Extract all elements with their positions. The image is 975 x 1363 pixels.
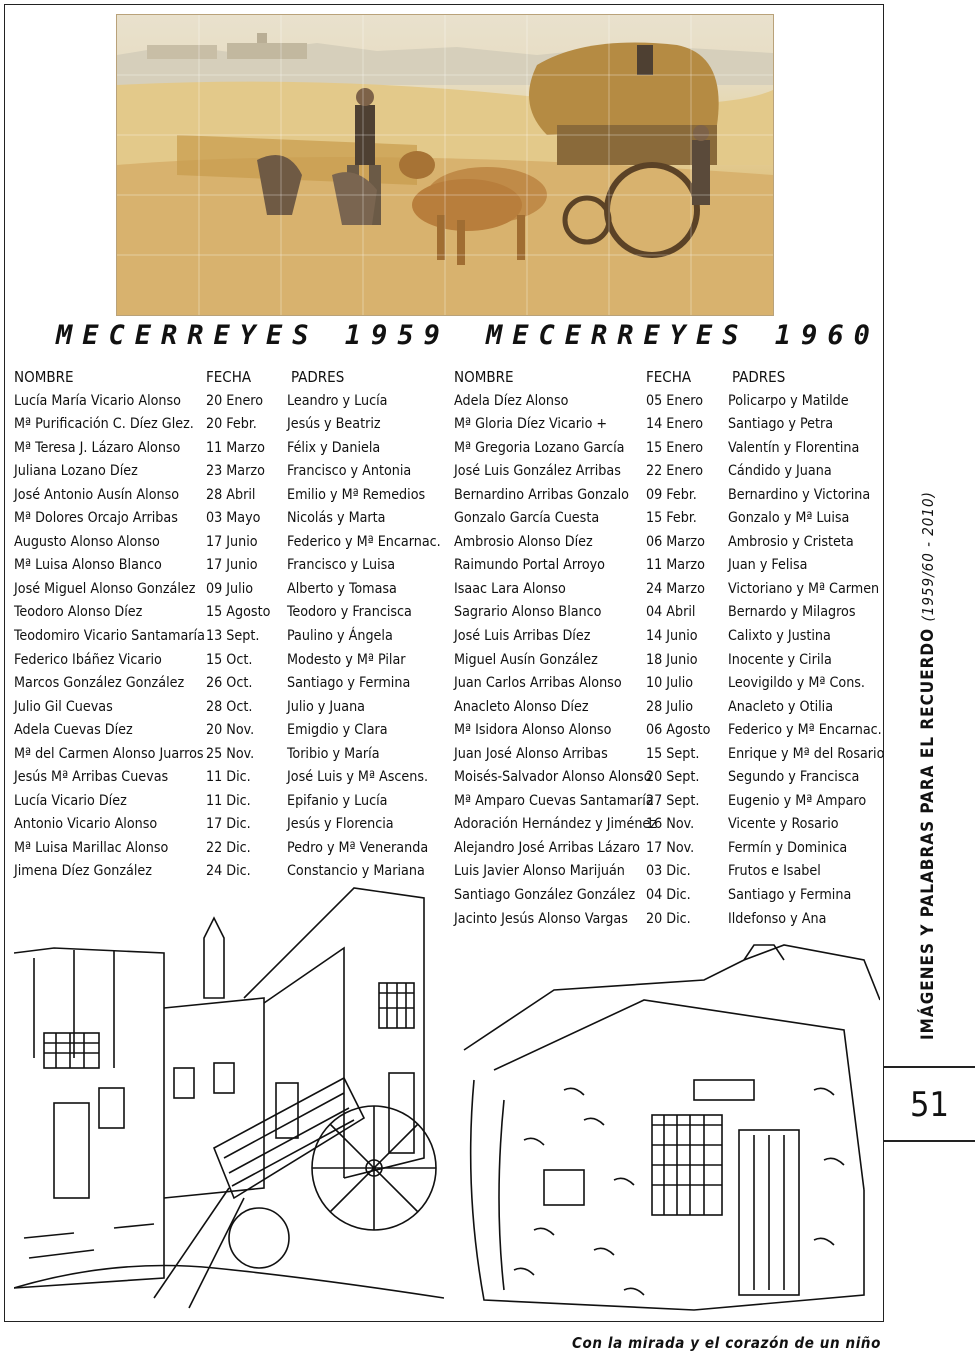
cell-name: Bernardino Arribas Gonzalo [454, 486, 629, 503]
cell-parents: Francisco y Luisa [287, 557, 396, 574]
cell-date: 15 Febr. [646, 510, 697, 527]
cell-date: 15 Sept. [646, 745, 700, 762]
cell-parents: Paulino y Ángela [287, 628, 393, 645]
cell-name: Sagrario Alonso Blanco [454, 604, 602, 621]
cell-name: Julio Gil Cuevas [14, 698, 113, 715]
cell-date: 09 Julio [206, 580, 254, 597]
cell-name: Mª Amparo Cuevas Santamaría [454, 792, 654, 809]
cell-date: 15 Enero [646, 439, 704, 456]
cell-date: 20 Febr. [206, 416, 257, 433]
cell-name: Ambrosio Alonso Díez [454, 533, 593, 550]
cell-date: 20 Sept. [646, 769, 700, 786]
cell-parents: Juan y Felisa [728, 557, 808, 574]
cell-date: 22 Enero [646, 463, 704, 480]
cell-name: Raimundo Portal Arroyo [454, 557, 605, 574]
cell-date: 16 Nov. [646, 816, 695, 833]
cell-parents: Emilio y Mª Remedios [287, 486, 426, 503]
cell-parents: Cándido y Juana [728, 463, 832, 480]
cell-parents: Anacleto y Otilia [728, 698, 834, 715]
cell-parents: Santiago y Fermina [728, 887, 852, 904]
cell-name: Teodoro Alonso Díez [14, 604, 143, 621]
cell-parents: Victoriano y Mª Carmen [728, 580, 880, 597]
cell-parents: Enrique y Mª del Rosario [728, 745, 885, 762]
cell-parents: Santiago y Fermina [287, 675, 411, 692]
cell-parents: Francisco y Antonia [287, 463, 412, 480]
cell-parents: Inocente y Cirila [728, 651, 832, 668]
stone-house-sketch-image [444, 940, 880, 1315]
cell-parents: Constancio y Mariana [287, 863, 425, 880]
cell-name: Juliana Lozano Díez [14, 463, 138, 480]
cell-date: 11 Marzo [646, 557, 705, 574]
cell-name: Miguel Ausín González [454, 651, 598, 668]
cell-parents: Jesús y Florencia [287, 816, 394, 833]
cell-date: 22 Dic. [206, 839, 251, 856]
cell-name: Mª Gregoria Lozano García [454, 439, 625, 456]
cell-name: Mª del Carmen Alonso Juarros [14, 745, 204, 762]
column-header-name: NOMBRE [14, 368, 74, 386]
cell-date: 23 Marzo [206, 463, 265, 480]
cell-date: 24 Marzo [646, 580, 705, 597]
cell-date: 28 Julio [646, 698, 694, 715]
cell-name: Alejandro José Arribas Lázaro [454, 839, 640, 856]
cell-name: Isaac Lara Alonso [454, 580, 566, 597]
cell-date: 10 Julio [646, 675, 694, 692]
cell-parents: Ildefonso y Ana [728, 910, 827, 927]
cell-date: 14 Junio [646, 628, 698, 645]
cell-name: Mª Luisa Alonso Blanco [14, 557, 162, 574]
cell-parents: Leandro y Lucía [287, 392, 388, 409]
cell-date: 11 Dic. [206, 792, 251, 809]
cell-name: Marcos González González [14, 675, 185, 692]
cell-name: Lucía Vicario Díez [14, 792, 127, 809]
cell-date: 26 Oct. [206, 675, 253, 692]
cell-parents: Policarpo y Matilde [728, 392, 849, 409]
cell-date: 17 Nov. [646, 839, 695, 856]
cell-parents: Leovigildo y Mª Cons. [728, 675, 865, 692]
cell-parents: Modesto y Mª Pilar [287, 651, 406, 668]
cell-name: Juan Carlos Arribas Alonso [454, 675, 622, 692]
cell-name: Adoración Hernández y Jiménez [454, 816, 657, 833]
cell-parents: Valentín y Florentina [728, 439, 860, 456]
cell-date: 04 Abril [646, 604, 696, 621]
cell-name: Jesús Mª Arribas Cuevas [14, 769, 169, 786]
cell-date: 09 Febr. [646, 486, 697, 503]
cell-parents: Bernardo y Milagros [728, 604, 856, 621]
cell-date: 27 Sept. [646, 792, 700, 809]
cell-date: 03 Dic. [646, 863, 691, 880]
cell-parents: Félix y Daniela [287, 439, 381, 456]
cell-name: Jacinto Jesús Alonso Vargas [454, 910, 628, 927]
cell-parents: Bernardino y Victorina [728, 486, 871, 503]
heading-1959: MECERREYES 1959 [56, 320, 450, 351]
cell-name: Federico Ibáñez Vicario [14, 651, 162, 668]
cell-parents: Alberto y Tomasa [287, 580, 397, 597]
footer-tagline: Con la mirada y el corazón de un niño [572, 1334, 881, 1352]
cell-date: 11 Marzo [206, 439, 265, 456]
cell-name: Adela Díez Alonso [454, 392, 569, 409]
cell-parents: Toribio y María [287, 745, 380, 762]
cell-date: 14 Enero [646, 416, 704, 433]
column-header-parents: PADRES [291, 368, 345, 386]
cell-date: 20 Enero [206, 392, 264, 409]
cell-name: Gonzalo García Cuesta [454, 510, 600, 527]
sidebar-rule-bottom [884, 1140, 975, 1142]
sidebar-title-text: IMÁGENES Y PALABRAS PARA EL RECUERDO [918, 627, 938, 1040]
cell-date: 04 Dic. [646, 887, 691, 904]
cell-name: Lucía María Vicario Alonso [14, 392, 181, 409]
cell-date: 20 Nov. [206, 722, 255, 739]
heading-1960: MECERREYES 1960 [486, 320, 880, 351]
cell-parents: Epifanio y Lucía [287, 792, 388, 809]
cell-name: Santiago González González [454, 887, 636, 904]
cell-parents: Eugenio y Mª Amparo [728, 792, 867, 809]
cell-parents: Segundo y Francisca [728, 769, 860, 786]
cell-name: José Luis González Arribas [454, 463, 621, 480]
cell-parents: Santiago y Petra [728, 416, 834, 433]
cell-date: 17 Dic. [206, 816, 251, 833]
cell-date: 06 Agosto [646, 722, 711, 739]
cell-date: 05 Enero [646, 392, 704, 409]
cell-name: Moisés-Salvador Alonso Alonso [454, 769, 652, 786]
cell-date: 03 Mayo [206, 510, 261, 527]
cell-parents: Vicente y Rosario [728, 816, 839, 833]
cell-date: 17 Junio [206, 533, 258, 550]
sidebar-vertical-title [918, 491, 938, 1040]
sidebar-rule-top [884, 1066, 975, 1068]
cell-name: Antonio Vicario Alonso [14, 816, 158, 833]
cell-date: 28 Abril [206, 486, 256, 503]
column-header-parents: PADRES [732, 368, 786, 386]
cell-name: Teodomiro Vicario Santamaría [14, 628, 205, 645]
cell-parents: Emigdio y Clara [287, 722, 388, 739]
cell-name: Mª Gloria Díez Vicario + [454, 416, 608, 433]
cell-name: Anacleto Alonso Díez [454, 698, 589, 715]
harvest-tile-mural-image [116, 14, 774, 316]
column-header-date: FECHA [206, 368, 252, 386]
cell-name: Mª Luisa Marillac Alonso [14, 839, 169, 856]
cell-parents: Pedro y Mª Veneranda [287, 839, 429, 856]
cell-parents: Nicolás y Marta [287, 510, 386, 527]
cell-parents: Federico y Mª Encarnac. [287, 533, 441, 550]
cell-parents: Fermín y Dominica [728, 839, 848, 856]
cell-parents: Julio y Juana [287, 698, 365, 715]
cell-date: 06 Marzo [646, 533, 705, 550]
cell-parents: Ambrosio y Cristeta [728, 533, 854, 550]
cell-date: 20 Dic. [646, 910, 691, 927]
page-number: 51 [910, 1085, 949, 1125]
column-header-date: FECHA [646, 368, 692, 386]
cell-name: Mª Purificación C. Díez Glez. [14, 416, 194, 433]
cell-date: 28 Oct. [206, 698, 253, 715]
cell-date: 15 Agosto [206, 604, 271, 621]
cell-name: Mª Teresa J. Lázaro Alonso [14, 439, 181, 456]
cell-name: José Antonio Ausín Alonso [14, 486, 180, 503]
cell-parents: Gonzalo y Mª Luisa [728, 510, 850, 527]
cell-date: 15 Oct. [206, 651, 253, 668]
cell-parents: Frutos e Isabel [728, 863, 821, 880]
cell-date: 17 Junio [206, 557, 258, 574]
cell-name: Jimena Díez González [14, 863, 152, 880]
cell-date: 11 Dic. [206, 769, 251, 786]
village-street-sketch-image [14, 858, 444, 1313]
column-header-name: NOMBRE [454, 368, 514, 386]
cell-parents: Federico y Mª Encarnac. [728, 722, 882, 739]
cell-parents: Calixto y Justina [728, 628, 831, 645]
cell-name: Mª Dolores Orcajo Arribas [14, 510, 178, 527]
cell-name: José Luis Arribas Díez [454, 628, 591, 645]
cell-date: 24 Dic. [206, 863, 251, 880]
cell-parents: Teodoro y Francisca [287, 604, 412, 621]
cell-date: 25 Nov. [206, 745, 255, 762]
cell-name: Juan José Alonso Arribas [454, 745, 608, 762]
cell-name: Mª Isidora Alonso Alonso [454, 722, 612, 739]
cell-name: José Miguel Alonso González [14, 580, 196, 597]
cell-date: 13 Sept. [206, 628, 260, 645]
cell-name: Augusto Alonso Alonso [14, 533, 160, 550]
cell-date: 18 Junio [646, 651, 698, 668]
sidebar-years: (1959/60 - 2010) [919, 491, 937, 622]
cell-parents: Jesús y Beatriz [287, 416, 381, 433]
cell-name: Adela Cuevas Díez [14, 722, 133, 739]
cell-parents: José Luis y Mª Ascens. [287, 769, 429, 786]
cell-name: Luis Javier Alonso Marijuán [454, 863, 625, 880]
